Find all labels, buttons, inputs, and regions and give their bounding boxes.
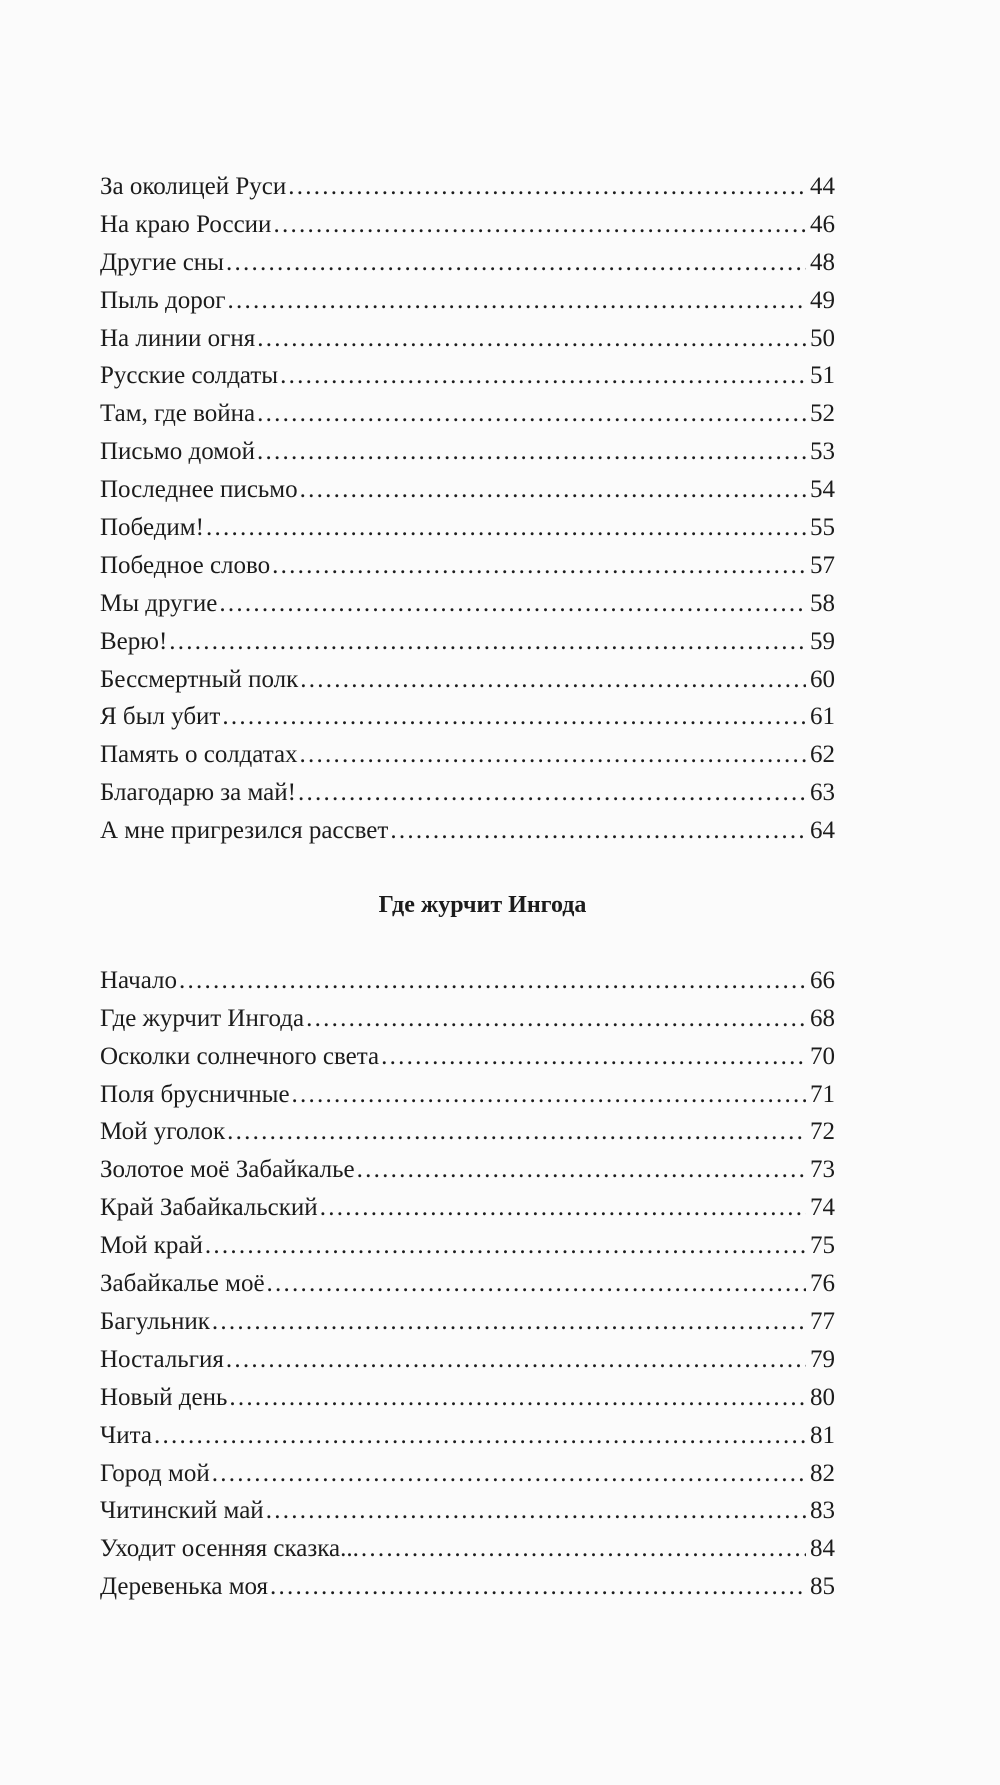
toc-entry-page-number: 46 [810, 210, 835, 238]
toc-entry-title: Победное слово [100, 551, 271, 579]
toc-entry-title: Край Забайкальский [100, 1194, 318, 1222]
dot-leader [292, 1076, 806, 1114]
toc-entry-title: Мы другие [100, 589, 218, 617]
toc-entry-page-number: 77 [810, 1307, 835, 1335]
toc-entry-title: Забайкалье моё [100, 1270, 265, 1298]
toc-entry-title: Мой край [100, 1232, 203, 1260]
toc-entry [100, 1076, 835, 1114]
toc-entry-page-number: 49 [810, 286, 835, 314]
dot-leader [212, 1303, 806, 1341]
toc-entry-page-number: 73 [810, 1156, 835, 1184]
toc-entry-title: Письмо домой [100, 438, 255, 466]
dot-leader [257, 320, 806, 358]
toc-entry [100, 1530, 835, 1568]
dot-leader [179, 962, 806, 1000]
toc-entry-page-number: 54 [810, 476, 835, 504]
toc-entry [100, 395, 835, 433]
toc-entry-title: Город мой [100, 1459, 210, 1487]
toc-entry-page-number: 74 [810, 1194, 835, 1222]
toc-entry-title: Русские солдаты [100, 362, 279, 390]
toc-entry-page-number: 58 [810, 589, 835, 617]
toc-entry-page-number: 51 [810, 362, 835, 390]
toc-entry [100, 1492, 835, 1530]
dot-leader [306, 1000, 806, 1038]
toc-entry-page-number: 68 [810, 1004, 835, 1032]
toc-entry-title: Память о солдатах [100, 741, 298, 769]
toc-entry-title: Бессмертный полк [100, 665, 299, 693]
toc-entry-title: Там, где война [100, 400, 256, 428]
toc-entry-title: На линии огня [100, 324, 256, 352]
toc-entry [100, 509, 835, 547]
toc-entry-page-number: 71 [810, 1080, 835, 1108]
toc-entry-page-number: 59 [810, 627, 835, 655]
toc-entry [100, 1265, 835, 1303]
toc-entry-title: Уходит осенняя сказка... [100, 1535, 359, 1563]
toc-entry-page-number: 84 [810, 1535, 835, 1563]
toc-entry-title: Поля брусничные [100, 1080, 290, 1108]
toc-entry-title: За околицей Руси [100, 173, 287, 200]
toc-entry [100, 320, 835, 358]
toc-entry-page-number: 66 [810, 966, 835, 994]
toc-entry [100, 1379, 835, 1417]
table-of-contents [100, 168, 835, 1606]
toc-entry [100, 585, 835, 623]
toc-entry-title: Победим! [100, 514, 204, 542]
dot-leader [320, 1189, 806, 1227]
dot-leader [361, 1530, 806, 1568]
toc-entry-title: На краю России [100, 210, 272, 238]
toc-entry-title: Другие сны [100, 248, 224, 276]
toc-entry [100, 1417, 835, 1455]
dot-leader [300, 736, 806, 774]
section-heading: Где журчит Ингода [378, 892, 587, 919]
toc-entry [100, 1341, 835, 1379]
toc-entry-title: Осколки солнечного света [100, 1042, 380, 1070]
dot-leader [280, 357, 806, 395]
dot-leader [205, 1227, 806, 1265]
dot-leader [272, 547, 806, 585]
toc-entry [100, 547, 835, 585]
dot-leader [212, 1455, 806, 1493]
toc-entry-title: Я был убит [100, 703, 221, 731]
toc-entry-page-number: 81 [810, 1421, 835, 1449]
dot-leader [227, 282, 806, 320]
dot-leader [169, 623, 806, 661]
toc-entry [100, 1303, 835, 1341]
toc-section-2 [100, 962, 835, 1606]
toc-entry [100, 168, 835, 206]
toc-entry-page-number: 70 [810, 1042, 835, 1070]
toc-entry-page-number: 52 [810, 400, 835, 428]
toc-entry [100, 1189, 835, 1227]
toc-entry-page-number: 64 [810, 817, 835, 845]
toc-section-1 [100, 168, 835, 850]
toc-entry-title: Где журчит Ингода [100, 1004, 305, 1032]
toc-entry-page-number: 61 [810, 703, 835, 731]
dot-leader [288, 168, 806, 206]
toc-entry [100, 698, 835, 736]
toc-entry-page-number: 80 [810, 1383, 835, 1411]
toc-entry [100, 282, 835, 320]
toc-entry-page-number: 50 [810, 324, 835, 352]
toc-entry-page-number: 48 [810, 248, 835, 276]
toc-entry [100, 1038, 835, 1076]
dot-leader [266, 1492, 806, 1530]
dot-leader [257, 395, 806, 433]
toc-entry-title: Багульник [100, 1307, 210, 1335]
dot-leader [222, 698, 806, 736]
toc-entry-page-number: 83 [810, 1497, 835, 1525]
toc-entry-title: Верю! [100, 627, 168, 655]
toc-entry-page-number: 63 [810, 779, 835, 807]
toc-entry-page-number: 75 [810, 1232, 835, 1260]
toc-entry [100, 812, 835, 850]
toc-entry [100, 1568, 835, 1606]
dot-leader [357, 1151, 806, 1189]
dot-leader [229, 1379, 806, 1417]
toc-entry-page-number: 57 [810, 551, 835, 579]
toc-entry-page-number: 76 [810, 1270, 835, 1298]
toc-entry [100, 1113, 835, 1151]
toc-entry-title: Чита [100, 1421, 152, 1449]
toc-entry-title: Новый день [100, 1383, 228, 1411]
dot-leader [390, 812, 806, 850]
dot-leader [257, 433, 806, 471]
dot-leader [219, 585, 806, 623]
toc-entry [100, 774, 835, 812]
toc-entry-title: А мне пригрезился рассвет [100, 817, 389, 845]
toc-entry-page-number: 62 [810, 741, 835, 769]
toc-entry [100, 357, 835, 395]
toc-entry-page-number: 53 [810, 438, 835, 466]
toc-entry-title: Мой уголок [100, 1118, 226, 1146]
toc-entry [100, 1455, 835, 1493]
toc-entry [100, 962, 835, 1000]
toc-entry [100, 1227, 835, 1265]
toc-entry [100, 1000, 835, 1038]
toc-entry-page-number: 60 [810, 665, 835, 693]
toc-entry-page-number: 79 [810, 1345, 835, 1373]
toc-entry-page-number: 44 [810, 173, 835, 200]
toc-entry-title: Начало [100, 966, 178, 994]
dot-leader [226, 1341, 806, 1379]
toc-entry [100, 433, 835, 471]
toc-entry [100, 244, 835, 282]
toc-entry-page-number: 82 [810, 1459, 835, 1487]
dot-leader [273, 206, 806, 244]
toc-entry-title: Последнее письмо [100, 476, 298, 504]
dot-leader [300, 661, 806, 699]
dot-leader [381, 1038, 806, 1076]
toc-entry-page-number: 55 [810, 514, 835, 542]
toc-entry-title: Читинский май [100, 1497, 264, 1525]
toc-entry-title: Ностальгия [100, 1345, 224, 1373]
toc-entry [100, 206, 835, 244]
dot-leader [227, 1113, 806, 1151]
toc-entry-title: Благодарю за май! [100, 779, 296, 807]
toc-entry-title: Золотое моё Забайкалье [100, 1156, 355, 1184]
dot-leader [226, 244, 806, 282]
dot-leader [267, 1265, 806, 1303]
dot-leader [270, 1568, 806, 1606]
toc-entry-page-number: 72 [810, 1118, 835, 1146]
toc-entry [100, 471, 835, 509]
toc-entry [100, 1151, 835, 1189]
dot-leader [154, 1417, 806, 1455]
toc-entry-page-number: 85 [810, 1573, 835, 1601]
toc-entry [100, 736, 835, 774]
toc-entry-title: Пыль дорог [100, 286, 226, 314]
dot-leader [300, 471, 806, 509]
dot-leader [206, 509, 806, 547]
dot-leader [298, 774, 806, 812]
toc-entry-title: Деревенька моя [100, 1573, 269, 1601]
toc-entry [100, 623, 835, 661]
toc-entry [100, 661, 835, 699]
